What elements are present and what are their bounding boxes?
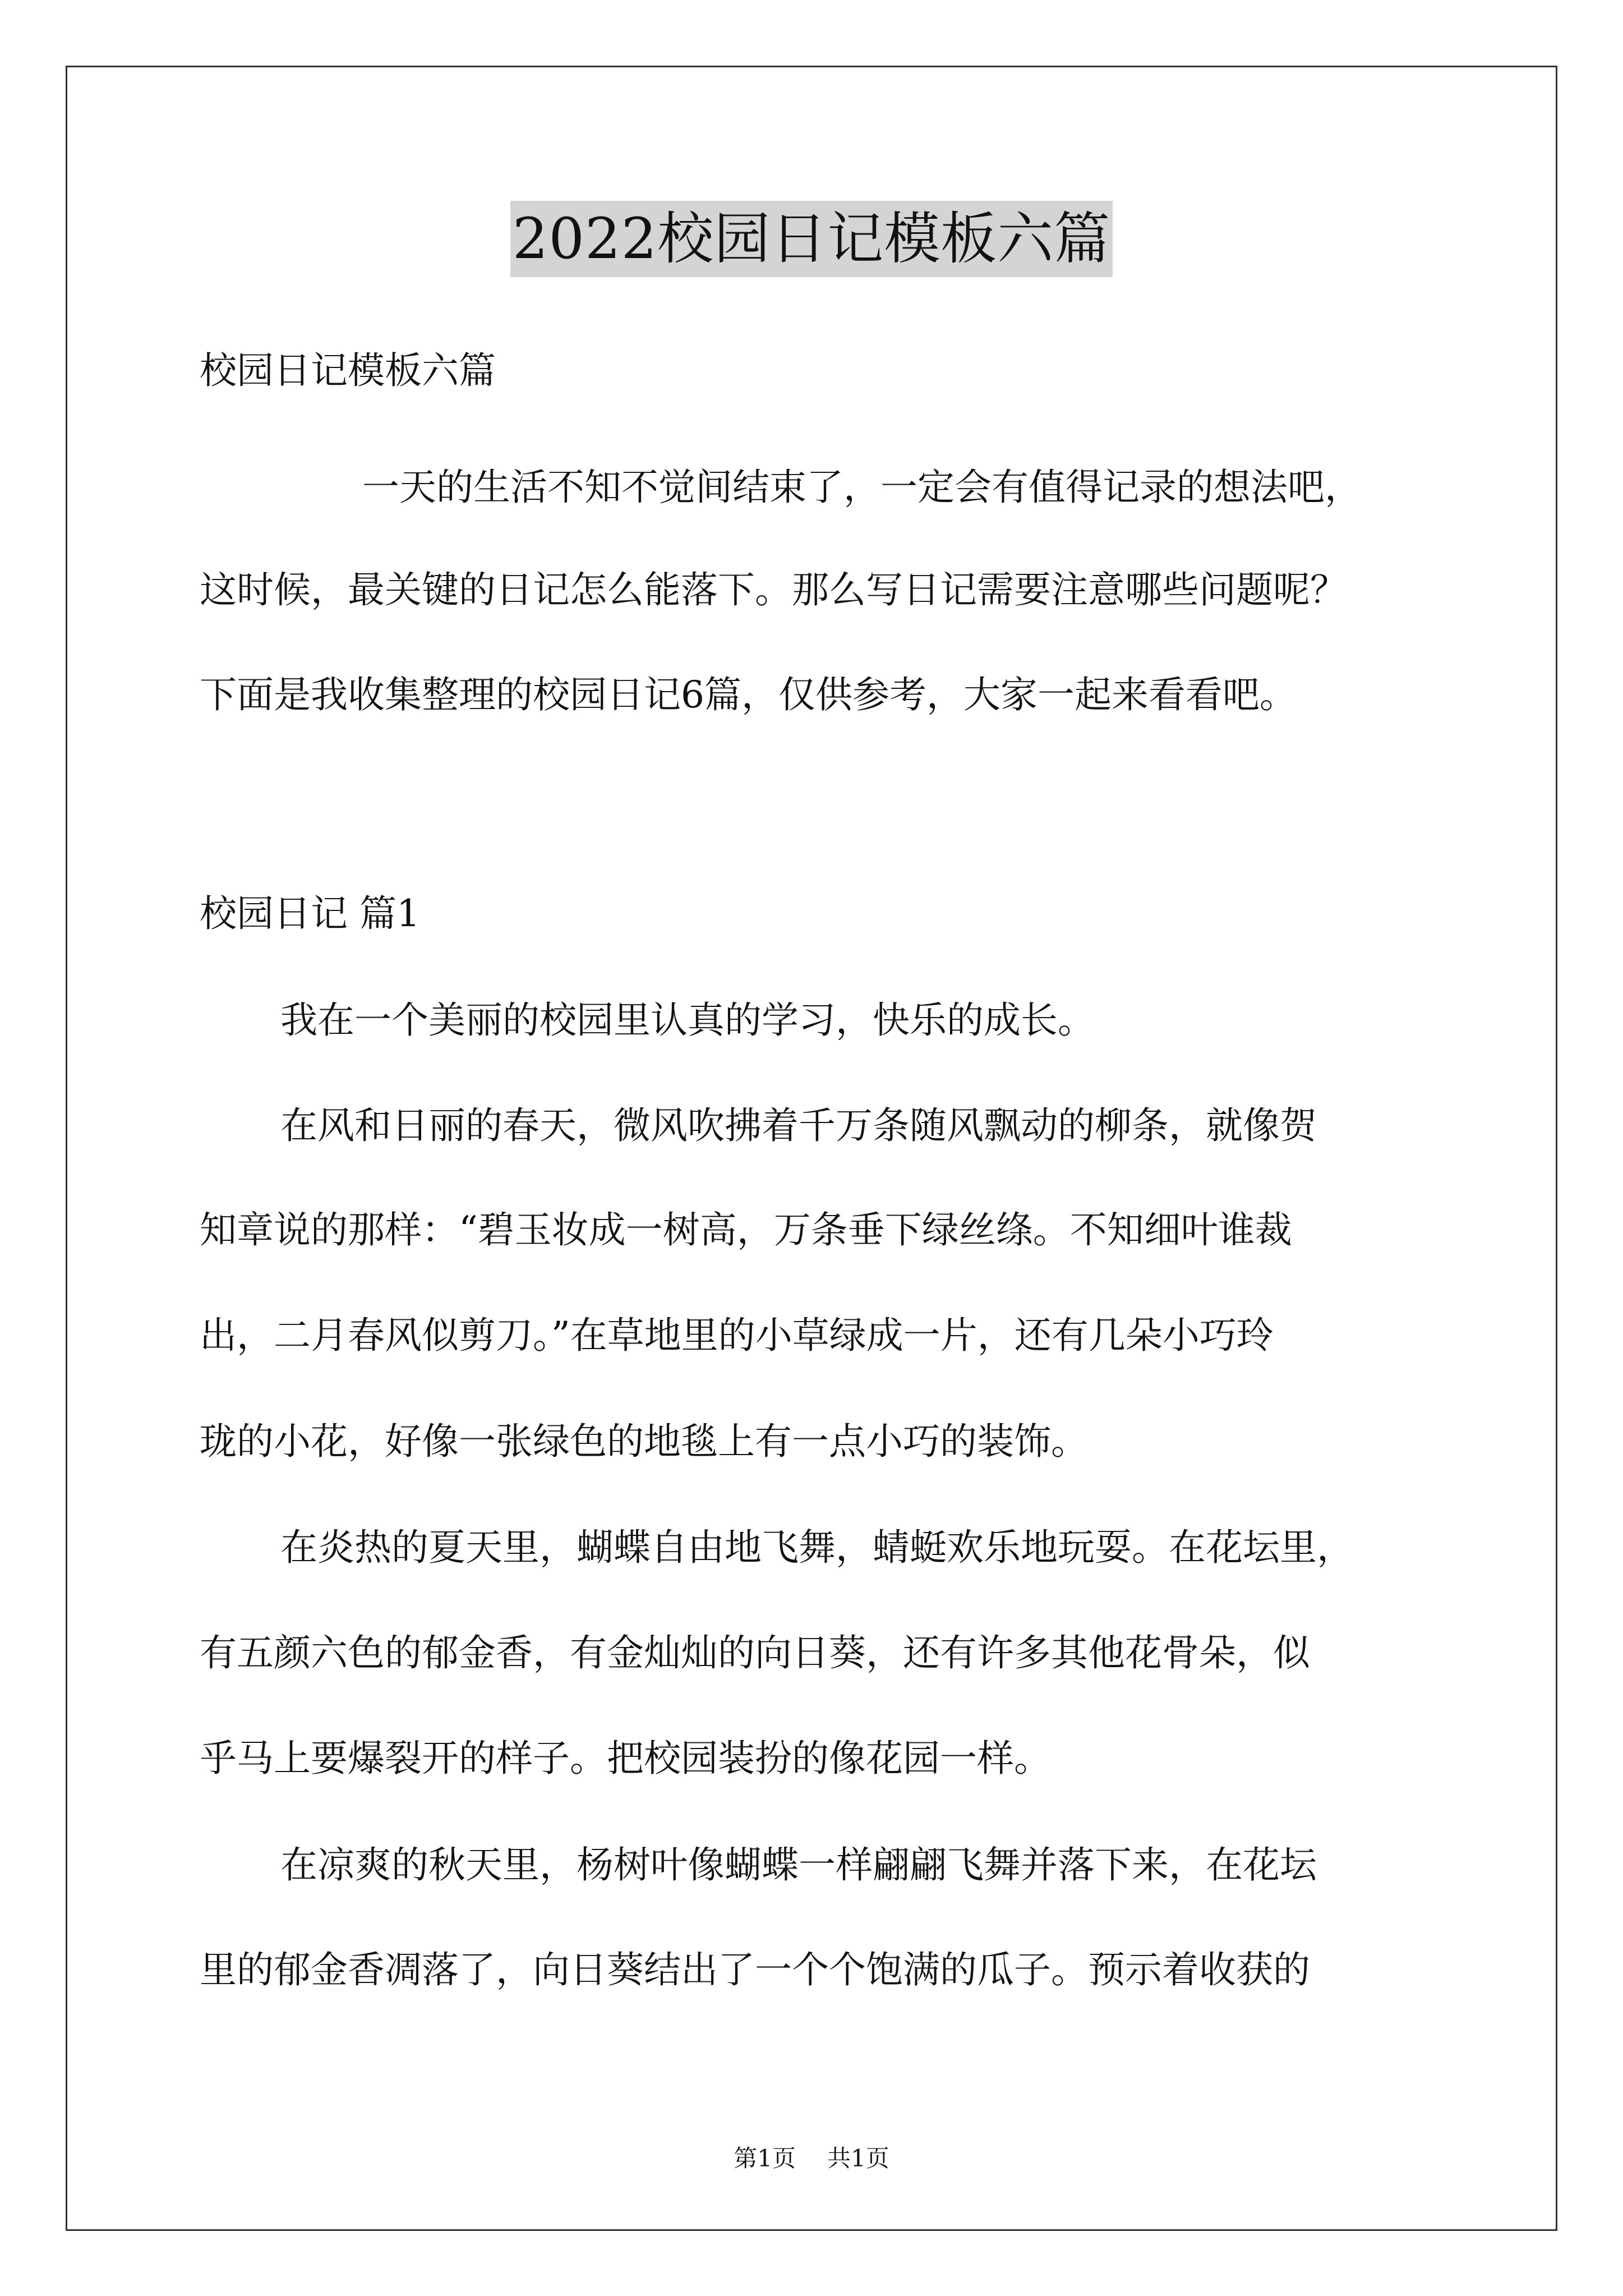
intro-line-3: 下面是我收集整理的校园日记6篇，仅供参考，大家一起来看看吧。 (200, 673, 1297, 716)
body-line-2: 在风和日丽的春天，微风吹拂着千万条随风飘动的柳条，就像贺 (280, 1104, 1317, 1147)
intro-line-1: 一天的生活不知不觉间结束了，一定会有值得记录的想法吧， (362, 466, 1362, 509)
body-line-4: 出，二月春风似剪刀。”在草地里的小草绿成一片，还有几朵小巧玲 (200, 1314, 1274, 1357)
page-number-total: 共1页 (827, 2145, 889, 2172)
body-line-9: 在凉爽的秋天里，杨树叶像蝴蝶一样翩翩飞舞并落下来，在花坛 (280, 1843, 1317, 1887)
document-subtitle: 校园日记模板六篇 (200, 349, 496, 392)
title-container (0, 201, 1623, 277)
body-line-6: 在炎热的夏天里，蝴蝶自由地飞舞，蜻蜓欢乐地玩耍。在花坛里， (280, 1526, 1354, 1569)
body-line-8: 乎马上要爆裂开的样子。把校园装扮的像花园一样。 (200, 1737, 1051, 1780)
page-number-current: 第1页 (734, 2145, 796, 2172)
body-line-1: 我在一个美丽的校园里认真的学习，快乐的成长。 (280, 999, 1095, 1042)
body-line-5: 珑的小花，好像一张绿色的地毯上有一点小巧的装饰。 (200, 1420, 1088, 1463)
document-title: 2022校园日记模板六篇 (510, 201, 1113, 277)
body-line-7: 有五颜六色的郁金香，有金灿灿的向日葵，还有许多其他花骨朵，似 (200, 1631, 1310, 1674)
body-line-10: 里的郁金香凋落了，向日葵结出了一个个饱满的瓜子。预示着收获的 (200, 1948, 1310, 1991)
body-line-3: 知章说的那样：“碧玉妆成一树高，万条垂下绿丝绦。不知细叶谁裁 (200, 1208, 1292, 1251)
intro-line-2: 这时候，最关键的日记怎么能落下。那么写日记需要注意哪些问题呢？ (200, 568, 1347, 611)
page-footer (0, 2142, 1623, 2175)
section-heading: 校园日记 篇1 (200, 892, 420, 935)
